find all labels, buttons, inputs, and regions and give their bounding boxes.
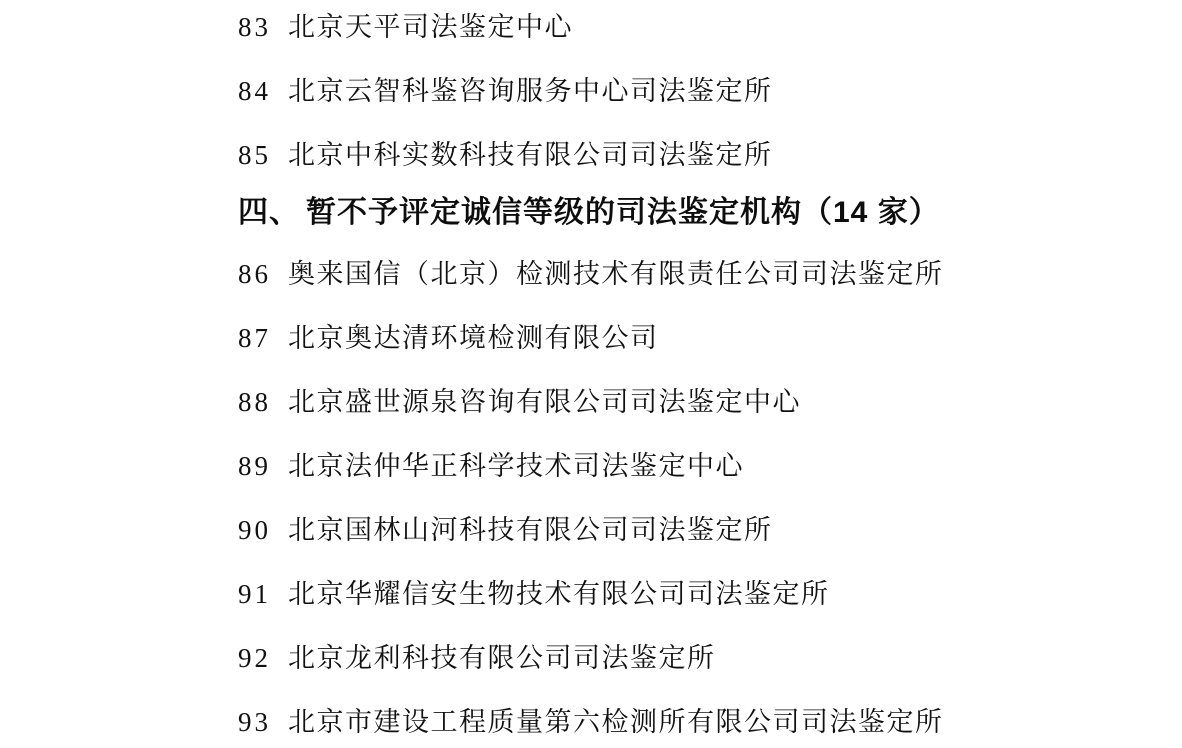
list-item (238, 325, 1138, 352)
item-number: 89 (238, 451, 271, 481)
document-content (238, 14, 1138, 748)
item-number: 84 (238, 76, 271, 106)
item-name: 北京云智科鉴咨询服务中心司法鉴定所 (288, 76, 773, 106)
list-item (238, 14, 1138, 41)
list-item (238, 453, 1138, 480)
list-item (238, 389, 1138, 416)
item-number: 87 (238, 323, 271, 353)
item-number: 88 (238, 387, 271, 417)
item-number: 93 (238, 707, 271, 737)
item-number: 92 (238, 643, 271, 673)
list-item (238, 581, 1138, 608)
item-name: 北京法仲华正科学技术司法鉴定中心 (288, 451, 744, 481)
item-name: 北京天平司法鉴定中心 (288, 12, 573, 42)
item-number: 85 (238, 140, 271, 170)
item-name: 北京市建设工程质量第六检测所有限公司司法鉴定所 (288, 707, 944, 737)
item-name: 奥来国信（北京）检测技术有限责任公司司法鉴定所 (288, 259, 944, 289)
item-number: 91 (238, 579, 271, 609)
list-item (238, 517, 1138, 544)
section-heading (238, 197, 1138, 228)
list-item (238, 261, 1138, 288)
item-number: 83 (238, 12, 271, 42)
item-name: 北京盛世源泉咨询有限公司司法鉴定中心 (288, 387, 801, 417)
section-heading-index: 四、 (238, 196, 300, 229)
list-item (238, 645, 1138, 672)
item-name: 北京中科实数科技有限公司司法鉴定所 (288, 140, 773, 170)
list-item (238, 78, 1138, 105)
item-name: 北京华耀信安生物技术有限公司司法鉴定所 (288, 579, 830, 609)
item-name: 北京国林山河科技有限公司司法鉴定所 (288, 515, 773, 545)
item-number: 86 (238, 259, 271, 289)
item-name: 北京龙利科技有限公司司法鉴定所 (288, 643, 716, 673)
list-item (238, 142, 1138, 169)
item-number: 90 (238, 515, 271, 545)
section-heading-title: 暂不予评定诚信等级的司法鉴定机构（14 家） (306, 196, 940, 229)
item-name: 北京奥达清环境检测有限公司 (288, 323, 659, 353)
list-item (238, 709, 1138, 736)
